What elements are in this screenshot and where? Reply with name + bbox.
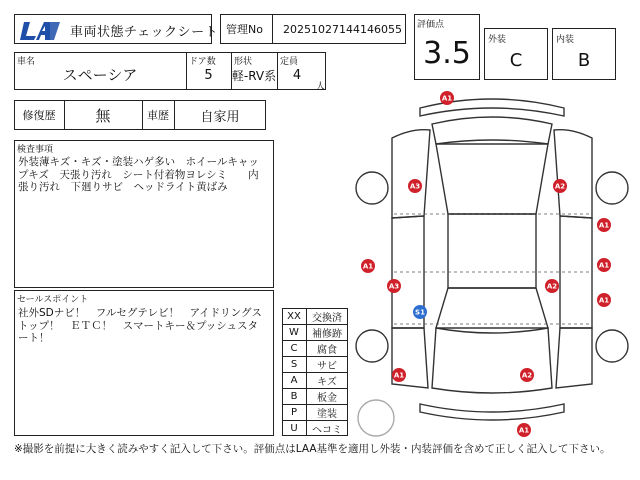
- exterior-grade-label: 外装: [488, 35, 507, 45]
- damage-mark: A1: [598, 221, 610, 230]
- legend-meaning: 補修跡: [312, 328, 342, 340]
- repair-history-label: 修復歴: [22, 109, 56, 122]
- usage-history-value: 自家用: [200, 109, 240, 125]
- mgmt-label: 管理No: [226, 23, 263, 36]
- legend-meaning: ヘコミ: [312, 424, 342, 436]
- sheet-title: 車両状態チェックシート: [70, 25, 219, 40]
- footer-note: ※撮影を前提に大きく読みやすく記入して下さい。評価点はLAA基準を適用し外装・内装評価を含めて正しく記入して下さい。: [14, 443, 611, 455]
- car-name-label: 車名: [17, 57, 36, 67]
- damage-mark: A1: [598, 296, 610, 305]
- capacity-value: 4: [292, 67, 302, 83]
- capacity-label: 定員: [280, 57, 299, 67]
- legend-code: A: [290, 374, 298, 386]
- legend-code: S: [290, 358, 298, 370]
- damage-mark: A1: [393, 371, 405, 380]
- damage-mark: S1: [415, 308, 425, 317]
- sales-points-text: 社外SDナビ！ フルセグテレビ！ アイドリングス トップ！ ＥＴＣ！ スマートキー＆プッシュスタ ート！: [18, 307, 262, 344]
- overall-grade-label: 評価点: [417, 20, 445, 30]
- usage-history-label: 車歴: [147, 109, 169, 122]
- legend-code: C: [290, 342, 298, 354]
- body-type-value: 軽-RV系: [231, 68, 277, 83]
- interior-grade-value: B: [577, 49, 591, 71]
- car-name-value: スペーシア: [62, 65, 138, 84]
- sales-points-label: セールスポイント: [17, 295, 89, 305]
- inspection-label: 検査事項: [17, 145, 54, 155]
- car-damage-diagram: [352, 88, 632, 440]
- exterior-grade-value: C: [509, 49, 523, 71]
- damage-mark: A3: [409, 182, 421, 191]
- repair-history-value: 無: [95, 106, 111, 125]
- legend-code: B: [290, 390, 298, 402]
- body-type-label: 形状: [234, 57, 253, 67]
- doors-label: ドア数: [189, 57, 216, 67]
- legend-meaning: サビ: [317, 360, 337, 372]
- damage-mark: A2: [521, 371, 533, 380]
- legend-meaning: 腐食: [317, 344, 337, 356]
- damage-mark: A1: [598, 261, 610, 270]
- legend-meaning: 板金: [317, 392, 337, 404]
- legend-meaning: 交換済: [312, 312, 342, 324]
- damage-mark: A2: [546, 282, 558, 291]
- damage-mark: A2: [554, 182, 566, 191]
- damage-mark: A3: [388, 282, 400, 291]
- damage-mark: A1: [518, 426, 530, 435]
- legend-meaning: 塗装: [317, 408, 337, 420]
- damage-mark: A1: [441, 94, 453, 103]
- legend-meaning: キズ: [317, 376, 337, 388]
- interior-grade-label: 内装: [556, 35, 575, 45]
- legend-code: XX: [287, 310, 301, 322]
- legend-code: P: [290, 406, 298, 418]
- mgmt-value: 20251027144146055: [283, 22, 402, 36]
- damage-mark: A1: [362, 262, 374, 271]
- overall-grade-value: 3.5: [423, 35, 471, 71]
- doors-value: 5: [204, 67, 213, 83]
- legend-code: W: [289, 326, 299, 338]
- inspection-text: 外装薄キズ・キズ・塗装ハゲ多い ホイールキャッ プキズ 天張り汚れ シート付着物ヨレシミ 内 張り汚れ 下廻りサビ ヘッドライト黄ばみ: [18, 156, 259, 193]
- capacity-unit: 人: [316, 82, 326, 92]
- legend-code: U: [290, 422, 298, 434]
